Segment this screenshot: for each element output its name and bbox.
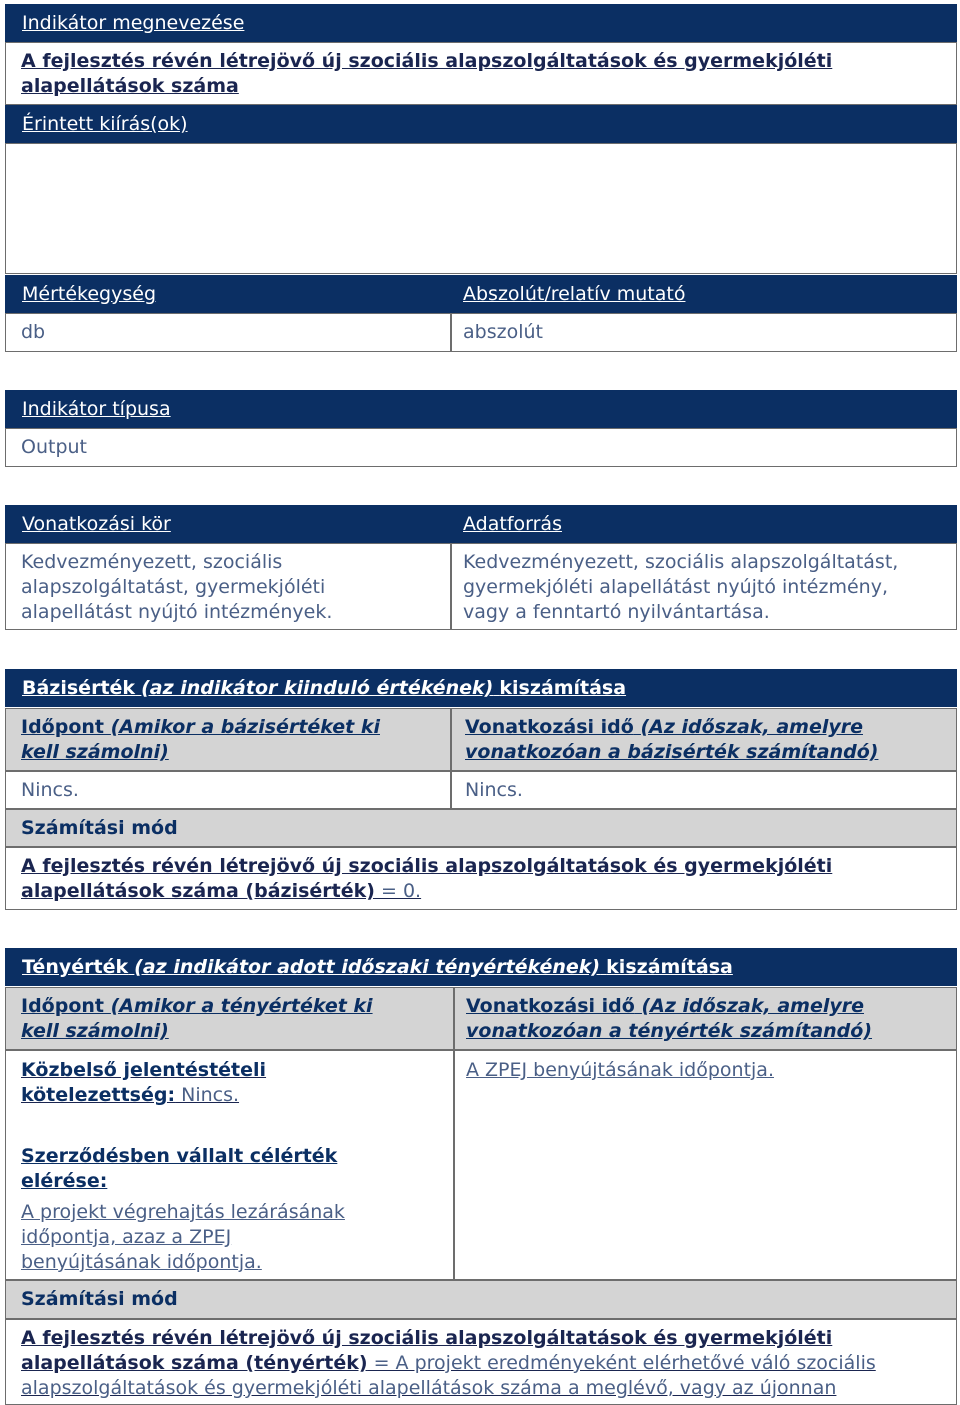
base-header-main: Bázisérték (22, 677, 136, 699)
actual-header-end: kiszámítása (606, 956, 733, 978)
indicator-name-text: A fejlesztés révén létrejövő új szociális alapszolgáltatások és gyermekjóléti alapellátások száma (21, 50, 833, 97)
actual-time-label (5, 987, 454, 1050)
actual-target-label: Szerződésben vállalt célérték elérése: (21, 1145, 338, 1192)
base-time-label-italic: (Amikor a bázisértéket ki kell számolni) (21, 716, 380, 763)
actual-target-value: A projekt végrehajtás lezárásának időpontja, azaz a ZPEJ benyújtásának időpontja. (21, 1201, 345, 1273)
base-period-label-italic: (Az időszak, amelyre vonatkozóan a bázisérték számítandó) (465, 716, 879, 763)
actual-interim-value: Nincs. (175, 1084, 240, 1106)
base-period-label (451, 708, 957, 771)
actual-period-value: A ZPEJ benyújtásának időpontja. (466, 1059, 774, 1081)
actual-target-block (21, 1144, 353, 1275)
base-period-value-text: Nincs. (465, 779, 523, 801)
indicator-name-value (5, 42, 957, 105)
affected-calls-header (5, 105, 957, 143)
actual-period-label-main: Vonatkozási idő (466, 995, 635, 1017)
source-value-text: Kedvezményezett, szociális alapszolgáltatást, gyermekjóléti alapellátást nyújtó intézmény, vagy a fenntartó nyilvántartása. (463, 551, 899, 623)
scope-header (5, 505, 451, 543)
actual-method-value (5, 1319, 957, 1405)
indicator-name-header-text: Indikátor megnevezése (22, 12, 245, 34)
actual-section-header (5, 948, 957, 986)
unit-header (5, 275, 451, 313)
actual-method-label-text: Számítási mód (21, 1288, 178, 1310)
actual-time-label-main: Időpont (21, 995, 104, 1017)
affected-calls-header-text: Érintett kiírás(ok) (22, 113, 188, 135)
base-method-label-text: Számítási mód (21, 817, 178, 839)
base-time-label-main: Időpont (21, 716, 104, 738)
base-method-label (5, 809, 957, 847)
base-period-value (451, 771, 957, 809)
indicator-name-header (5, 4, 957, 42)
actual-interim-label: Közbelső jelentéstételi kötelezettség: (21, 1059, 267, 1106)
base-time-value-text: Nincs. (21, 779, 79, 801)
base-time-label (5, 708, 451, 771)
affected-calls-value (5, 143, 957, 274)
actual-header-italic: (az indikátor adott időszaki tényértékének) (134, 956, 601, 978)
base-method-rest: = 0. (374, 880, 422, 902)
unit-value (5, 313, 451, 352)
actual-interim-block (21, 1058, 353, 1108)
source-header (451, 505, 957, 543)
actual-method-rest: = A projekt eredményeként elérhetővé váló szociális alapszolgáltatások és gyermekjóléti alapellátások száma a meglévő, vagy az újonnan (21, 1352, 876, 1399)
actual-time-label-italic: (Amikor a tényértéket ki kell számolni) (21, 995, 373, 1042)
actual-period-cell (454, 1050, 957, 1280)
actual-method-label (5, 1280, 957, 1319)
scope-value (5, 543, 451, 630)
actual-period-label (454, 987, 957, 1050)
measure-value (451, 313, 957, 352)
base-period-label-main: Vonatkozási idő (465, 716, 634, 738)
type-header-text: Indikátor típusa (22, 398, 171, 420)
measure-value-text: abszolút (463, 321, 543, 343)
unit-value-text: db (21, 321, 46, 343)
measure-header (451, 275, 957, 313)
base-section-header (5, 669, 957, 707)
measure-header-text: Abszolút/relatív mutató (463, 283, 686, 305)
scope-value-text: Kedvezményezett, szociális alapszolgáltatást, gyermekjóléti alapellátást nyújtó intézmények. (21, 551, 333, 623)
actual-interim-cell (5, 1050, 454, 1280)
base-header-end: kiszámítása (499, 677, 627, 699)
base-method-bold: A fejlesztés révén létrejövő új szociális alapszolgáltatások és gyermekjóléti alapellátások száma (bázisérték) (21, 855, 833, 902)
actual-header-main: Tényérték (22, 956, 129, 978)
scope-header-text: Vonatkozási kör (22, 513, 171, 535)
unit-header-text: Mértékegység (22, 283, 157, 305)
type-value-text: Output (21, 436, 87, 458)
actual-period-label-italic: (Az időszak, amelyre vonatkozóan a tényérték számítandó) (466, 995, 873, 1042)
base-method-value (5, 847, 957, 910)
base-time-value (5, 771, 451, 809)
type-value (5, 428, 957, 467)
base-header-italic: (az indikátor kiinduló értékének) (141, 677, 494, 699)
actual-method-bold: A fejlesztés révén létrejövő új szociális alapszolgáltatások és gyermekjóléti alapellátások száma (tényérték) (21, 1327, 833, 1374)
type-header (5, 390, 957, 428)
source-header-text: Adatforrás (463, 513, 562, 535)
source-value (451, 543, 957, 630)
